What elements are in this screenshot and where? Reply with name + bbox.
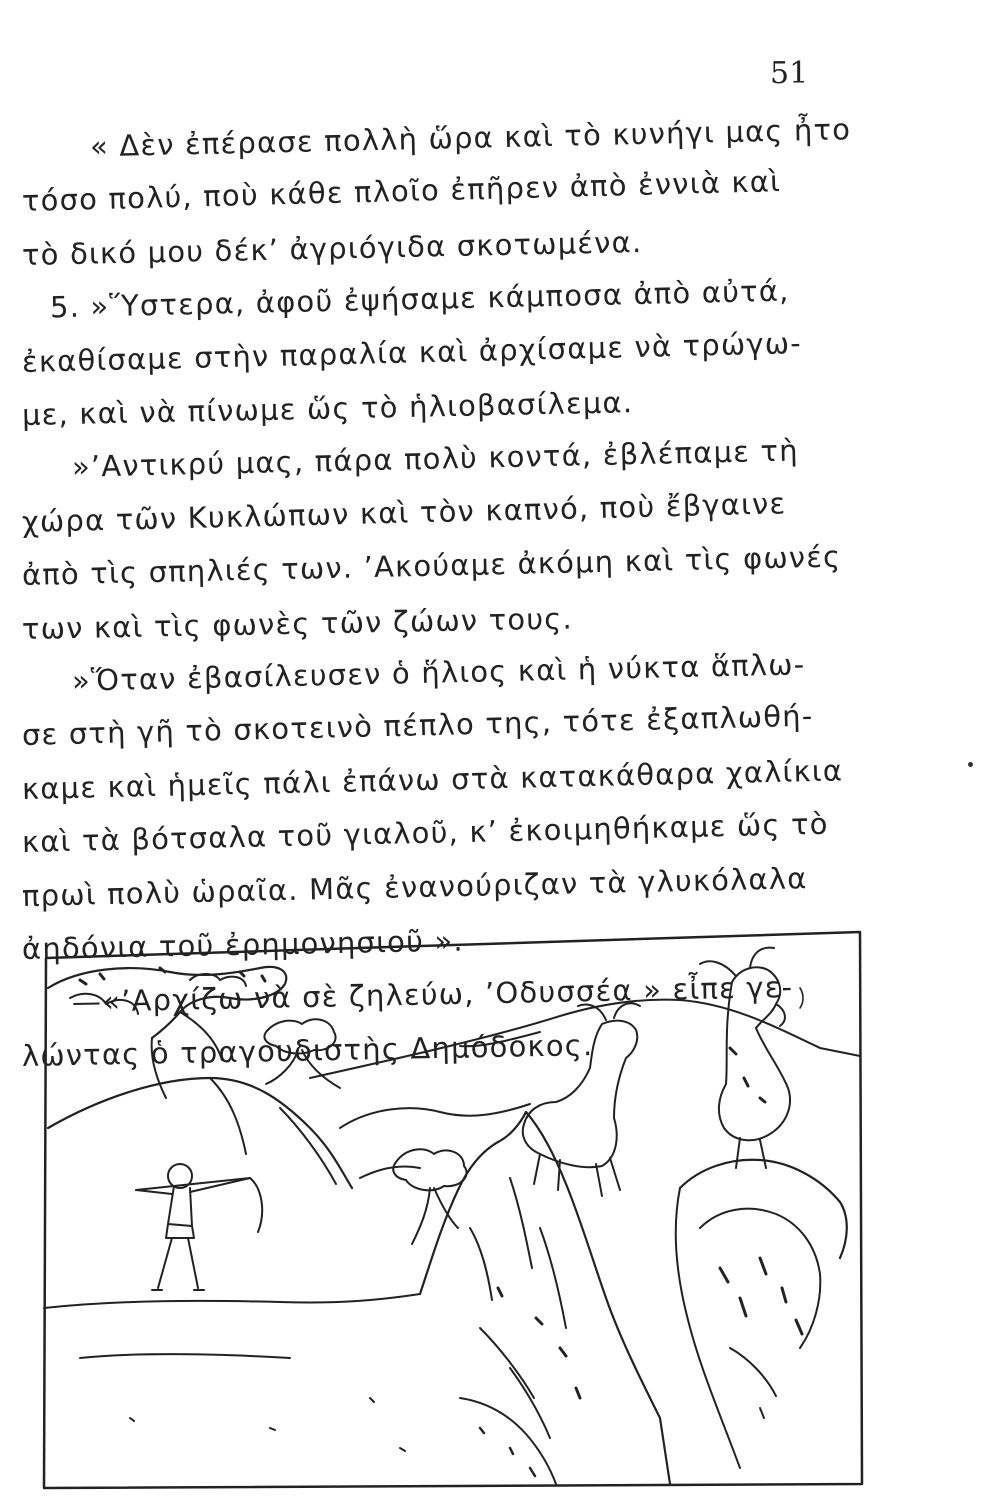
rocks-right — [676, 1160, 847, 1468]
goat-top-right — [700, 948, 790, 1168]
text-line: ἐκαθίσαμε στὴν παραλία καὶ ἀρχίσαμε νὰ τρώγω- — [21, 325, 803, 379]
text-line: λώντας ὁ τραγουδιστὴς Δημόδοκος. — [21, 1027, 594, 1073]
text-line: καμε καὶ ἡμεῖς πάλι ἐπάνω στὰ κατακάθαρα χαλίκια — [21, 753, 844, 806]
text-line: χώρα τῶν Κυκλώπων καὶ τὸν καπνό, ποὺ ἔβγαινε — [21, 486, 787, 539]
text-line: πρωὶ πολὺ ὡραῖα. Μᾶς ἐνανούριζαν τὰ γλυκόλαλα — [21, 860, 808, 913]
text-line: των καὶ τὶς φωνὲς τῶν ζώων τους. — [21, 601, 574, 646]
ground-line — [44, 1294, 420, 1308]
text-line: ἀπὸ τὶς σπηλιές των. ’Ακούαμε ἀκόμη καὶ τὶς φωνές — [21, 539, 842, 593]
text-line: »’Αντικρύ μας, πάρα πολὺ κοντά, ἐβλέπαμε τὴ — [71, 433, 800, 485]
text-line: —«’Αρχίζω νὰ σὲ ζηλεύω, ’Οδυσσέα » εἶπε γε- — [71, 969, 794, 1019]
page-number: 51 — [770, 56, 809, 91]
text-line: « Δὲν ἐπέρασε πολλὴ ὥρα καὶ τὸ κυνήγι μας ἦτο — [89, 112, 852, 164]
text-line: 5. »Ὕστερα, ἀφοῦ ἐψήσαμε κάμποσα ἀπὸ αὐτά, — [49, 273, 790, 325]
text-line: καὶ τὰ βότσαλα τοῦ γιαλοῦ, κ’ ἐκοιμηθήκαμε ὥς τὸ — [21, 806, 829, 860]
ink-speck — [968, 762, 973, 767]
illustration-goat-hunt — [40, 928, 864, 1490]
text-line: »Ὅταν ἐβασίλευσεν ὁ ἥλιος καὶ ἡ νύκτα ἅπλω- — [71, 647, 806, 698]
text-line: με, καὶ νὰ πίνωμε ὥς τὸ ἡλιοβασίλεμα. — [21, 385, 634, 433]
left-hill — [48, 1078, 352, 1188]
tree-top-left — [48, 967, 286, 1098]
archer-figure — [136, 1164, 262, 1290]
text-line: ἀηδόνια τοῦ ἐρημονησιοῦ ». — [21, 923, 465, 967]
tree-small-center — [264, 1019, 340, 1088]
text-line: τόσο πολύ, ποὺ κάθε πλοῖο ἐπῆρεν ἀπὸ ἐννιὰ καὶ — [21, 164, 782, 219]
rocky-cliff — [420, 1112, 670, 1484]
text-line: σε στὴ γῆ τὸ σκοτεινὸ πέπλο της, τότε ἐξαπλωθή- — [21, 699, 814, 753]
text-line: τὸ δικό μου δέκ’ ἀγριόγιδα σκοτωμένα. — [21, 224, 643, 272]
